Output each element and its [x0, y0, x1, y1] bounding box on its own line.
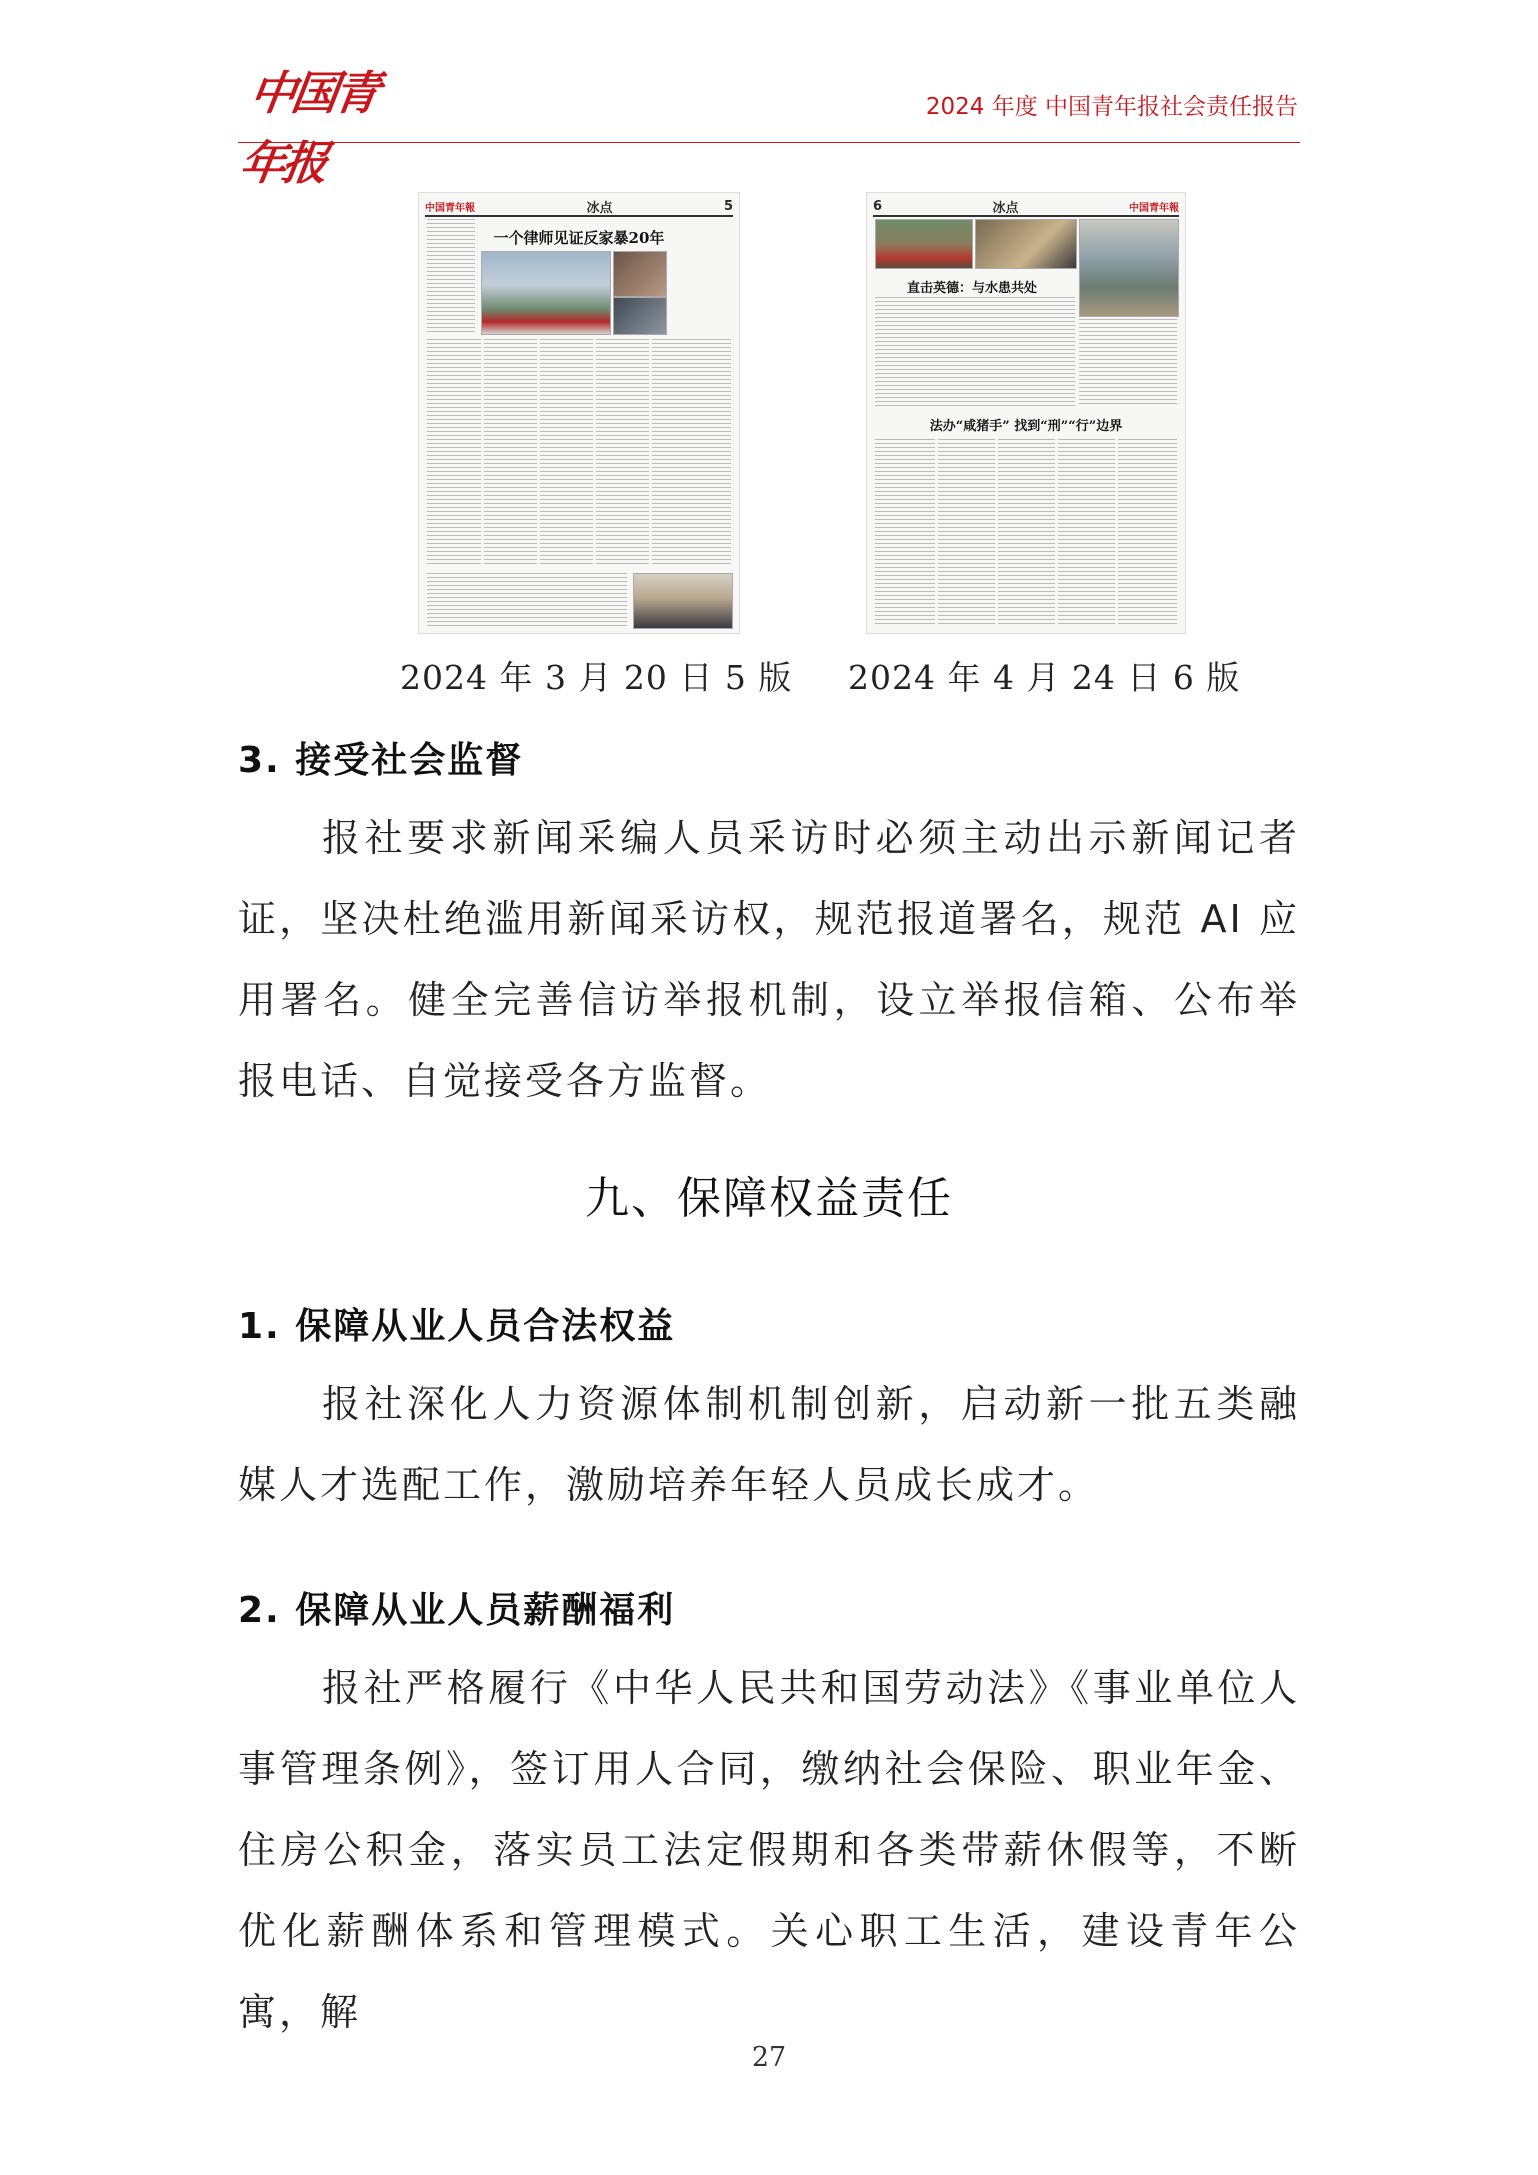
page-marker: 6 [873, 198, 883, 214]
page-marker: 5 [723, 198, 733, 214]
header-divider [238, 142, 1300, 143]
article-text-bottom [427, 573, 627, 627]
photo-flood-street [1079, 219, 1179, 317]
newspaper-thumbnail-april [866, 192, 1186, 634]
newspaper-thumbnail-march [418, 192, 740, 634]
page-number: 27 [751, 2042, 787, 2073]
report-title: 2024 年度 中国青年报社会责任报告 [925, 94, 1298, 120]
paragraph-salary-welfare: 报社严格履行《中华人民共和国劳动法》《事业单位人事管理条例》，签订用人合同，缴纳社会保险、职业年金、住房公积金，落实员工法定假期和各类带薪休假等，不断优化薪酬体系和管理模式。关心职工生活，建设青年公寓，解 [238, 1666, 1300, 2034]
subheading-legal-rights: 1. 保障从业人员合法权益 [238, 1306, 676, 1347]
article-text [427, 339, 731, 567]
article-text-left [427, 219, 475, 333]
photo-flood-rescue [875, 219, 973, 269]
thumbnail-headline: 直击英德：与水患共处 [906, 281, 1037, 296]
masthead-brand: 中国青年報 [425, 202, 475, 214]
chapter-title: 九、保障权益责任 [585, 1173, 953, 1224]
masthead [873, 197, 1179, 217]
paragraph-social-supervision: 报社要求新闻采编人员采访时必须主动出示新闻记者证，坚决杜绝滥用新闻采访权，规范报道署名，规范 AI 应用署名。健全完善信访举报机制，设立举报信箱、公布举报电话、自觉接受各方监督。 [238, 816, 1300, 1103]
paragraph-legal-rights: 报社深化人力资源体制机制创新，启动新一批五类融媒人才选配工作，激励培养年轻人员成长成才。 [238, 1382, 1300, 1507]
thumbnail-headline: 一个律师见证反家暴20年 [493, 229, 665, 247]
article-text-top [875, 297, 1075, 407]
article-text [875, 439, 1177, 627]
subheading-social-supervision: 3. 接受社会监督 [238, 740, 524, 781]
masthead [425, 197, 733, 217]
newspaper-logo: 中国青年报 [236, 66, 380, 190]
masthead-section: 冰点 [586, 200, 613, 216]
thumbnail-caption-april: 2024 年 4 月 24 日 6 版 [848, 658, 1241, 697]
subheading-salary-welfare: 2. 保障从业人员薪酬福利 [238, 1590, 676, 1631]
masthead-section: 冰点 [992, 200, 1019, 216]
article-text-side [1079, 319, 1177, 407]
thumbnail-caption-march: 2024 年 3 月 20 日 5 版 [400, 658, 793, 697]
photo-flood-house [975, 219, 1077, 269]
photo-portrait [613, 251, 667, 297]
photo-group [633, 573, 733, 629]
photo-meeting [613, 297, 667, 335]
thumbnail-headline-2: 法办“咸猪手” 找到“刑”“行”边界 [929, 419, 1123, 434]
masthead-brand: 中国青年報 [1129, 202, 1179, 214]
photo-banner [481, 251, 611, 335]
